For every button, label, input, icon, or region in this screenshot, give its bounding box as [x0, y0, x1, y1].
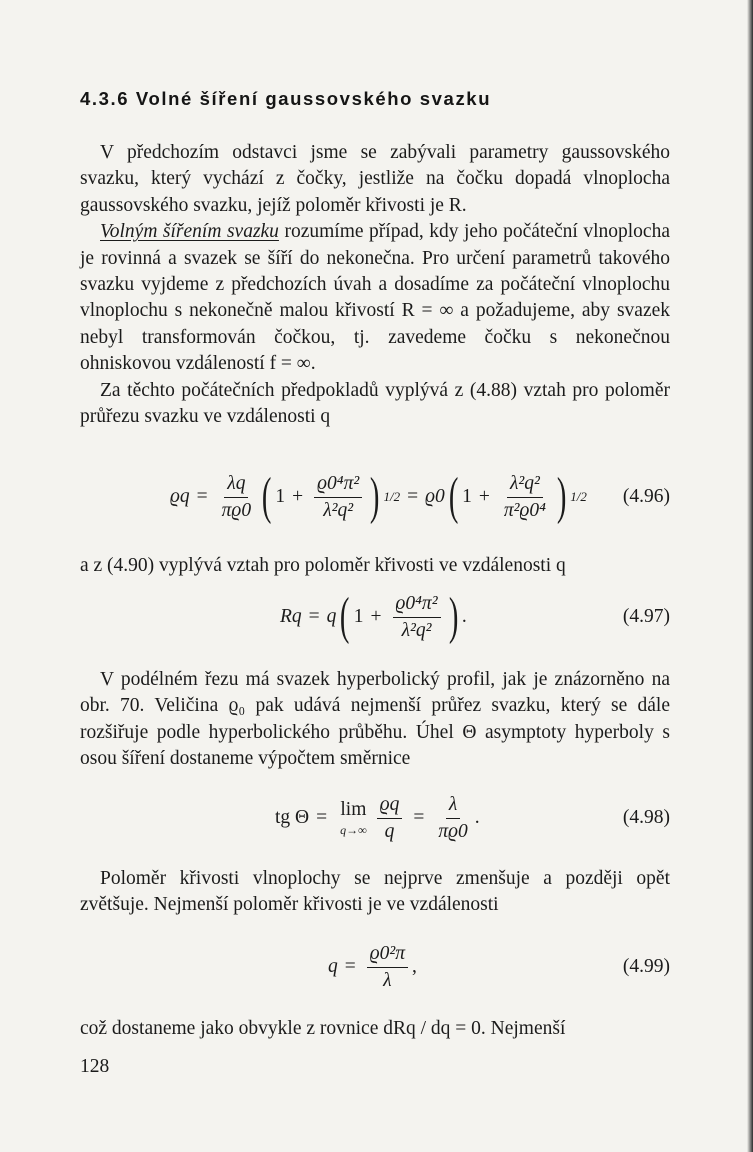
eq99-lhs: q — [328, 956, 338, 977]
eq98-frac1-num: ϱq — [377, 794, 403, 819]
paragraph-7: což dostaneme jako obvykle z rovnice dRq / dq = 0. Nejmenší — [80, 1018, 566, 1039]
eq96-frac1-num: λq — [224, 473, 248, 498]
eq98-frac2-den: πϱ0 — [438, 820, 468, 842]
eq96-exponent-1: 1/2 — [383, 489, 401, 504]
eq99-frac-den: λ — [383, 969, 392, 991]
eq97-inner-num: ϱ0⁴π² — [393, 593, 441, 618]
eq96-number: (4.96) — [622, 486, 670, 507]
eq99-frac-num: ϱ0²π — [367, 943, 408, 968]
paragraph-5: V podélném řezu má svazek hyperbolický profil, jak je znázorněno na obr. 70. Veličina ϱ₀ pak udává nejmenší průřez svazku, který se dále rozšiřuje podle hyperbolického průběhu. Úhel Θ asymptoty hyperboly s osou šíření dostaneme výpočtem směrnice — [80, 669, 670, 770]
text-block-3 — [80, 667, 670, 773]
text-block-5 — [80, 1016, 670, 1042]
paragraph-4: a z (4.90) vyplývá vztah pro poloměr křivosti ve vzdálenosti q — [80, 555, 566, 576]
equation-4-99: q = $\frac{\text{ϱ0²π}}{\lambda}$ , (4.99) — [80, 927, 670, 1007]
eq96-mid: ϱ0 — [425, 486, 445, 507]
eq98-number: (4.98) — [622, 807, 670, 828]
eq98-lim-under: q→∞ — [340, 823, 367, 837]
text-block-2 — [80, 553, 670, 579]
eq96-frac1-den: πϱ0 — [221, 499, 252, 521]
eq96-exponent-2: 1/2 — [570, 489, 587, 504]
emphasized-term: Volným šířením svazku — [100, 221, 279, 243]
eq96-inner1-den: λ²q² — [323, 499, 354, 521]
eq96-inner1-num: ϱ0⁴π² — [314, 473, 362, 498]
paragraph-2-rest: rozumíme případ, kdy jeho počáteční vlnoplocha je rovinná a svazek se šíří do nekonečna. Pro určení parametrů takového svazku vyjdeme z předchozích úvah a dosadíme za počáteční vlnoplochu vlnoplochu s nekonečně malou křivostí R = ∞ a požadujeme, aby svazek nebyl transformován čočkou, tj. zavedeme čočku s nekonečnou ohniskovou vzdáleností f = ∞. — [80, 221, 670, 375]
page-number: 128 — [80, 1056, 110, 1077]
eq97-number: (4.97) — [622, 606, 670, 627]
equation-4-97: Rq = q ( 1 + $\frac{\text{ϱ0⁴π²}}{\text{λ²q²}}$ ) . (4.97) — [80, 577, 670, 657]
paragraph-3: Za těchto počátečních předpokladů vyplývá z (4.88) vztah pro poloměr průřezu svazku ve vzdálenosti q — [80, 379, 670, 428]
eq96-inner2-num: λ²q² — [507, 473, 543, 498]
text-block-1 — [80, 140, 670, 430]
paragraph-1: V předchozím odstavci jsme se zabývali parametry gaussovského svazku, který vychází z čočky, jestliže na čočku dopadá vlnoplocha gaussovského svazku, jejíž poloměr křivosti je R. — [80, 142, 670, 216]
eq98-lim: lim — [340, 799, 367, 820]
eq97-inner-den: λ²q² — [401, 619, 432, 641]
eq96-inner2-den: π²ϱ0⁴ — [503, 499, 546, 521]
eq97-q: q — [326, 606, 337, 627]
eq98-lhs: tg Θ — [275, 807, 310, 828]
eq96-lhs: ϱq — [170, 486, 190, 507]
text-block-4 — [80, 866, 670, 919]
eq97-lhs: Rq — [280, 606, 302, 627]
paragraph-2 — [80, 219, 670, 377]
equation-4-96: ϱq = $\frac{\lambda q}{\pi ϱ0}$ ( 1 + $\frac{\text{ϱ0⁴π²}}{\text{λ²q²}}$ ) 1/2 = ϱ0 ( 1 + $\frac{\text{λ²q²}}{\text{π²ϱ0⁴}}$ ) 1/2 (4.96) — [80, 457, 670, 537]
eq99-number: (4.99) — [622, 956, 670, 977]
eq98-frac2-num: λ — [446, 794, 460, 819]
equation-4-98: tg Θ = lim q→∞ $\frac{ϱq}{q}$ = $\frac{\lambda}{\pi ϱ0}$ . (4.98) — [80, 778, 670, 858]
section-heading: 4.3.6 Volné šíření gaussovského svazku — [80, 88, 492, 109]
eq98-frac1-den: q — [384, 820, 395, 842]
paragraph-6: Poloměr křivosti vlnoplochy se nejprve zmenšuje a později opět zvětšuje. Nejmenší poloměr křivosti je ve vzdálenosti — [80, 868, 670, 916]
page-edge-shadow — [747, 0, 753, 1152]
